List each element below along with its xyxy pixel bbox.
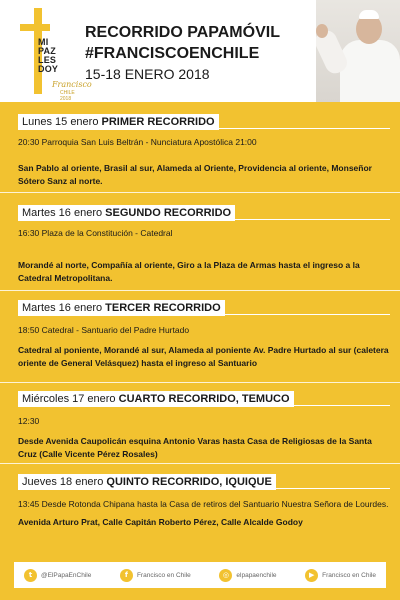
pope-robe (340, 40, 400, 102)
logo-text-line: MI (38, 37, 49, 47)
route-description: Morandé al norte, Compañía al oriente, Giro a la Plaza de Armas hasta el ingreso a la Catedral Metropolitana. (18, 260, 360, 283)
route-name: SEGUNDO RECORRIDO (105, 207, 232, 219)
section-divider (0, 192, 400, 193)
route-section-3 (18, 298, 390, 369)
route-section-2 (18, 203, 390, 284)
cross-logo-horizontal (20, 24, 50, 31)
route-day: Jueves 18 enero (22, 476, 104, 488)
social-instagram[interactable] (219, 569, 276, 582)
title-block (85, 22, 280, 84)
youtube-icon: ▶ (305, 569, 318, 582)
logo-text-line: LES (38, 55, 57, 65)
route-name: TERCER RECORRIDO (105, 302, 221, 314)
social-facebook[interactable] (120, 569, 191, 582)
route-time: 12:30 (18, 416, 40, 426)
route-day: Lunes 15 enero (22, 116, 99, 128)
logo-text-line: DOY (38, 64, 59, 74)
section-divider (0, 290, 400, 291)
social-label: @ElPapaEnChile (41, 571, 92, 579)
route-description: Desde Avenida Caupolicán esquina Antonio Varas hasta Casa de Religiosas de la Santa Cruz (Calle Vicente Pérez Rosales) (18, 436, 372, 459)
route-time: 18:50 Catedral - Santuario del Padre Hurtado (18, 325, 190, 335)
route-section-5 (18, 472, 390, 529)
route-section-1 (18, 112, 390, 187)
logo-text-line: PAZ (38, 46, 56, 56)
route-time: 13:45 Desde Rotonda Chipana hasta la Casa de retiros del Santuario Nuestra Señora de Lourdes. (18, 499, 389, 509)
pope-photo (316, 0, 400, 102)
social-label: Francisco en Chile (136, 571, 191, 579)
social-footer (14, 562, 386, 588)
logo (12, 8, 92, 102)
section-divider (0, 463, 400, 464)
section-divider (0, 382, 400, 383)
logo-sub: CHILE 2018 (60, 90, 75, 102)
twitter-icon: t (24, 569, 37, 582)
heading-rule (18, 405, 390, 406)
date-range: 15-18 ENERO 2018 (85, 66, 210, 82)
hashtag-title: #FRANCISCOENCHILE (85, 45, 260, 62)
route-time: 16:30 Plaza de la Constitución - Catedral (18, 228, 173, 238)
social-label: elpapaenchile (236, 571, 277, 579)
route-day: Martes 16 enero (22, 207, 103, 219)
route-time: 20:30 Parroquia San Luis Beltrán - Nunciatura Apostólica 21:00 (18, 137, 257, 147)
route-day: Miércoles 17 enero (22, 393, 116, 405)
social-youtube[interactable] (305, 569, 376, 582)
instagram-icon: ◎ (219, 569, 232, 582)
heading-rule (18, 314, 390, 315)
pope-cap (359, 10, 379, 19)
route-section-4 (18, 389, 390, 460)
heading-rule (18, 488, 390, 489)
social-twitter[interactable] (24, 569, 91, 582)
route-name: CUARTO RECORRIDO, TEMUCO (118, 393, 290, 405)
page-title: RECORRIDO PAPAMÓVIL (85, 24, 280, 41)
route-day: Martes 16 enero (22, 302, 103, 314)
facebook-icon: f (120, 569, 133, 582)
social-label: Francisco en Chile (322, 571, 376, 579)
route-description: Avenida Arturo Prat, Calle Capitán Roberto Pérez, Calle Alcalde Godoy (18, 517, 303, 527)
heading-rule (18, 128, 390, 129)
heading-rule (18, 219, 390, 220)
logo-text (38, 38, 58, 74)
route-description: San Pablo al oriente, Brasil al sur, Alameda al Oriente, Providencia al oriente, Monseñor Sótero Sanz al norte. (18, 163, 372, 186)
route-name: PRIMER RECORRIDO (101, 116, 215, 128)
route-name: QUINTO RECORRIDO, IQUIQUE (106, 476, 272, 488)
pope-hand (316, 24, 328, 38)
route-description: Catedral al poniente, Morandé al sur, Alameda al poniente Av. Padre Hurtado al sur (caletera oriente de General Velásquez) hasta el ingreso al Santuario (18, 345, 389, 368)
logo-signature: Francisco (52, 80, 92, 89)
header (0, 0, 400, 102)
